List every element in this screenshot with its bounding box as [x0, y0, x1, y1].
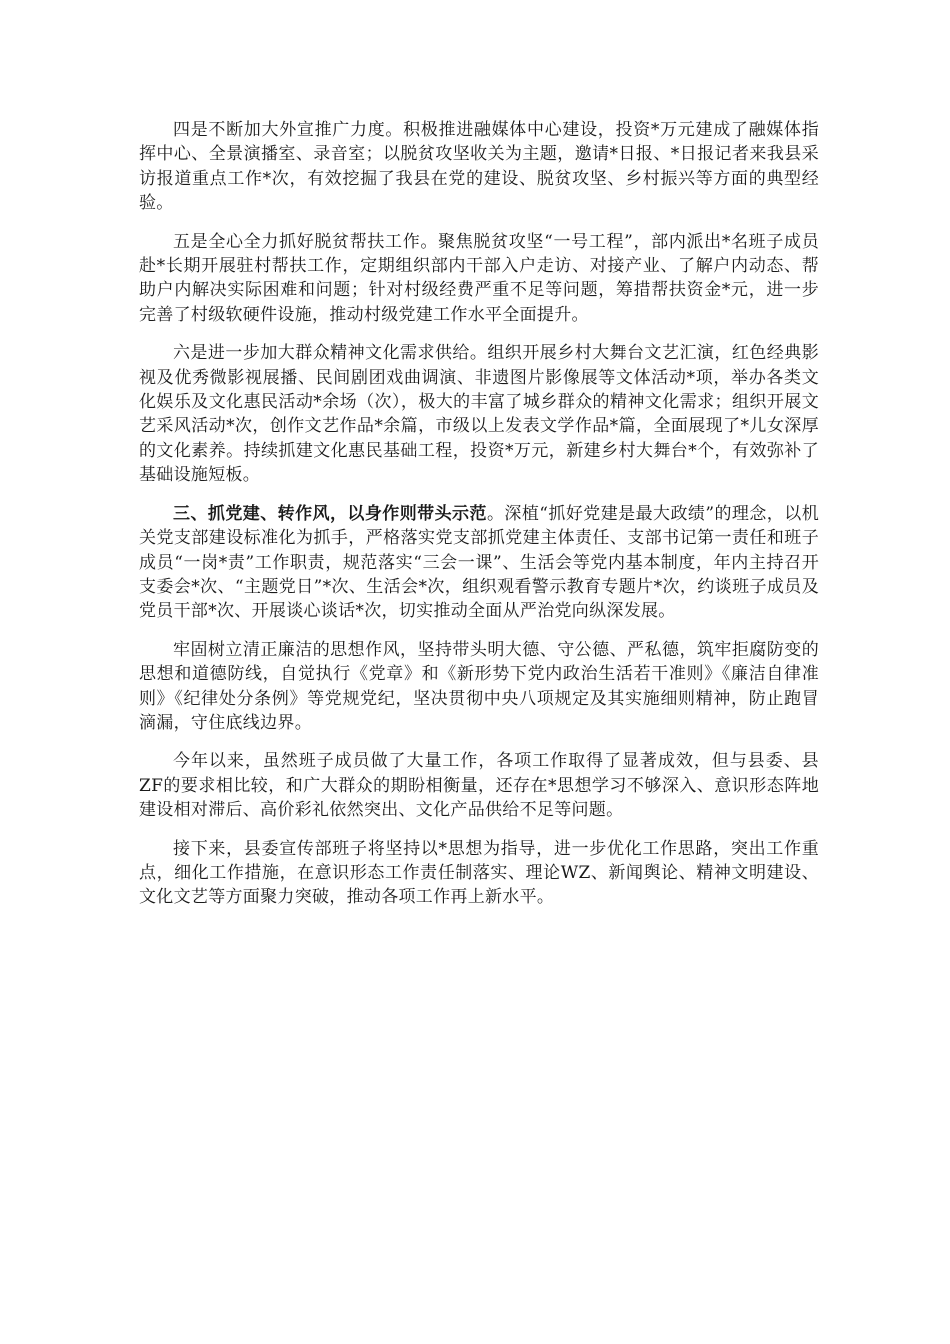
section-heading: 三、抓党建、转作风，以身作则带头示范 [173, 503, 487, 524]
paragraph-text: 。深植“抓好党建是最大政绩”的理念，以机关党支部建设标准化为抓手，严格落实党支部抓党建主体责任、支部书记第一责任和班子成员“一岗*责”工作职责，规范落实“三会一课”、生活会等党内基本制度，年内主持召开支委会*次、“主题党日”*次、生活会*次，组织观看警示教育专题片*次，约谈班子成员及党员干部*次、开展谈心谈话*次，切实推动全面从严治党向纵深发展。 [139, 503, 819, 622]
paragraph-party-building [139, 502, 819, 624]
paragraph-text: 四是不断加大外宣推广力度。积极推进融媒体中心建设，投资*万元建成了融媒体指挥中心、全景演播室、录音室；以脱贫攻坚收关为主题，邀请*日报、*日报记者来我县采访报道重点工作*次，有效挖掘了我县在党的建设、脱贫攻坚、乡村振兴等方面的典型经验。 [139, 120, 819, 214]
paragraph-text: 接下来，县委宣传部班子将坚持以*思想为指导，进一步优化工作思路，突出工作重点，细化工作措施，在意识形态工作责任制落实、理论WZ、新闻舆论、精神文明建设、文化文艺等方面聚力突破，推动各项工作再上新水平。 [139, 838, 819, 908]
paragraph-integrity [139, 638, 819, 736]
paragraph-cultural-supply [139, 341, 819, 487]
paragraph-shortcomings [139, 749, 819, 822]
document-page [139, 118, 819, 924]
paragraph-text: 牢固树立清正廉洁的思想作风，坚持带头明大德、守公德、严私德，筑牢拒腐防变的思想和道德防线，自觉执行《党章》和《新形势下党内政治生活若干准则》《廉洁自律准则》《纪律处分条例》等党规党纪，坚决贯彻中央八项规定及其实施细则精神，防止跑冒滴漏，守住底线边界。 [139, 639, 819, 733]
paragraph-poverty-relief [139, 230, 819, 328]
paragraph-next-steps [139, 837, 819, 910]
paragraph-text: 五是全心全力抓好脱贫帮扶工作。聚焦脱贫攻坚“一号工程”，部内派出*名班子成员赴*长期开展驻村帮扶工作，定期组织部内干部入户走访、对接产业、了解户内动态、帮助户内解决实际困难和问题；针对村级经费严重不足等问题，筹措帮扶资金*元，进一步完善了村级软硬件设施，推动村级党建工作水平全面提升。 [139, 231, 819, 325]
paragraph-text: 今年以来，虽然班子成员做了大量工作，各项工作取得了显著成效，但与县委、县ZF的要求相比较，和广大群众的期盼相衡量，还存在*思想学习不够深入、意识形态阵地建设相对滞后、高价彩礼依然突出、文化产品供给不足等问题。 [139, 751, 819, 821]
paragraph-text: 六是进一步加大群众精神文化需求供给。组织开展乡村大舞台文艺汇演，红色经典影视及优秀微影视展播、民间剧团戏曲调演、非遗图片影像展等文体活动*项，举办各类文化娱乐及文化惠民活动*余场（次），极大的丰富了城乡群众的精神文化需求；组织开展文艺采风活动*次，创作文艺作品*余篇，市级以上发表文学作品*篇，全面展现了*儿女深厚的文化素养。持续抓建文化惠民基础工程，投资*万元，新建乡村大舞台*个，有效弥补了基础设施短板。 [139, 343, 819, 486]
paragraph-outreach [139, 118, 819, 216]
